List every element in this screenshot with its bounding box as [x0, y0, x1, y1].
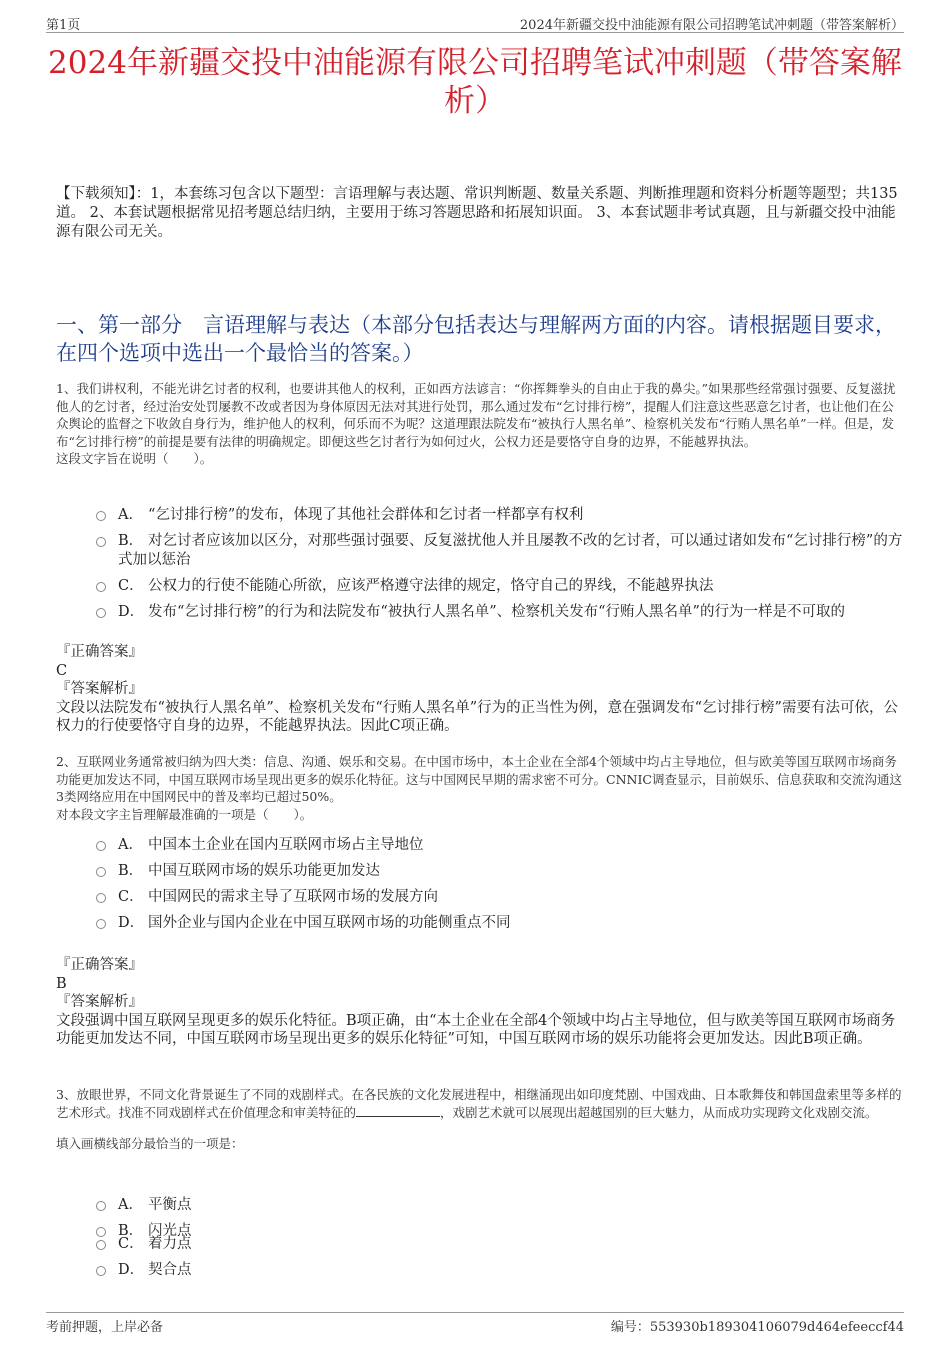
section-heading: 一、第一部分 言语理解与表达（本部分包括表达与理解两方面的内容。请根据题目要求，在四个选项中选出一个最恰当的答案。） [56, 313, 896, 365]
radio-icon[interactable] [96, 867, 106, 877]
option-b[interactable]: B． 中国互联网市场的娱乐功能更加发达 [96, 862, 904, 881]
option-b[interactable]: B． 闪光点 [96, 1222, 904, 1235]
option-c[interactable]: C． 着力点 [96, 1235, 904, 1254]
radio-icon[interactable] [96, 511, 106, 521]
option-a[interactable]: A． 平衡点 [96, 1196, 904, 1215]
download-notice: 【下载须知】：1，本套练习包含以下题型：言语理解与表达题、常识判断题、数量关系题、判断推理题和资料分析题等题型；共135道。 2、本套试题根据常见招考题总结归纳，主要用于练习答题思路和拓展知识面。 3、本套试题非考试真题，且与新疆交投中油能源有限公司无关。 [56, 186, 898, 240]
answer-label: 『正确答案』 [56, 644, 143, 660]
question-2-stem: 2、互联网业务通常被归纳为四大类：信息、沟通、娱乐和交易。在中国市场中，本土企业在全部4个领域中均占主导地位，但与欧美等国互联网市场商务功能更加发达不同，中国互联网市场呈现出更多的娱乐化特征。这与中国网民早期的需求密不可分。CNNIC调查显示，目前娱乐、信息获取和交流沟通这3类网络应用在中国网民中的普及率均已超过50%。 对本段文字主旨理解最准确的一项是（ ）。 [56, 753, 904, 823]
option-b[interactable]: B． 对乞讨者应该加以区分，对那些强讨强要、反复滋扰他人并且屡教不改的乞讨者，可以通过诸如发布“乞讨排行榜”的方式加以惩治 [96, 532, 904, 570]
page-header [46, 10, 904, 33]
option-d[interactable]: D． 发布“乞讨排行榜”的行为和法院发布“被执行人黑名单”、检察机关发布“行贿人黑名单”的行为一样是不可取的 [96, 603, 904, 622]
option-c[interactable]: C． 公权力的行使不能随心所欲，应该严格遵守法律的规定，恪守自己的界线，不能越界执法 [96, 577, 904, 596]
question-3-options [96, 1196, 904, 1287]
radio-icon[interactable] [96, 608, 106, 618]
radio-icon[interactable] [96, 841, 106, 851]
question-1-answer [56, 643, 904, 736]
question-2-prompt: 对本段文字主旨理解最准确的一项是（ ）。 [56, 806, 313, 822]
question-1-stem: 1、我们讲权利，不能光讲乞讨者的权利，也要讲其他人的权利，正如西方法谚言：“你挥舞拳头的自由止于我的鼻尖。”如果那些经常强讨强要、反复滋扰他人的乞讨者，经过治安处罚屡教不改或者因为身体原因无法对其进行处罚，那么通过发布“乞讨排行榜”，提醒人们注意这些恶意乞讨者，也让他们在公众舆论的监督之下收敛自身行为，维护他人的权利，何乐而不为呢？这道理跟法院发布“被执行人黑名单”、检察机关发布“行贿人黑名单”一样。但是，发布“乞讨排行榜”的前提是要有法律的明确规定。即便这些乞讨者行为如何过火，公权力还是要恪守自身的边界，不能越界执法。 这段文字旨在说明（ ）。 [56, 380, 904, 468]
page-footer [46, 1312, 904, 1333]
option-c[interactable]: C． 中国网民的需求主导了互联网市场的发展方向 [96, 888, 904, 907]
radio-icon[interactable] [96, 582, 106, 592]
fill-blank [356, 1104, 440, 1117]
radio-icon[interactable] [96, 1240, 106, 1250]
correct-answer: C [56, 662, 68, 679]
header-doc-title: 2024年新疆交投中油能源有限公司招聘笔试冲刺题（带答案解析） [519, 18, 904, 33]
question-3-prompt: 填入画横线部分最恰当的一项是： [56, 1136, 244, 1151]
document-title: 2024年新疆交投中油能源有限公司招聘笔试冲刺题（带答案解析） [48, 45, 902, 119]
analysis-label: 『答案解析』 [56, 681, 143, 697]
option-a[interactable]: A． 中国本土企业在国内互联网市场占主导地位 [96, 836, 904, 855]
question-2-answer [56, 956, 904, 1049]
footer-slogan: 考前押题，上岸必备 [46, 1320, 164, 1335]
question-1-options [96, 506, 904, 629]
radio-icon[interactable] [96, 537, 106, 547]
correct-answer: B [56, 975, 67, 992]
page-number: 第1页 [46, 18, 81, 33]
radio-icon[interactable] [96, 919, 106, 929]
radio-icon[interactable] [96, 893, 106, 903]
answer-label: 『正确答案』 [56, 957, 143, 973]
radio-icon[interactable] [96, 1201, 106, 1211]
analysis-label: 『答案解析』 [56, 994, 143, 1010]
question-2-options [96, 836, 904, 940]
analysis-text: 文段强调中国互联网呈现更多的娱乐化特征。B项正确，由“本土企业在全部4个领域中均占主导地位，但与欧美等国互联网市场商务功能更加发达不同，中国互联网市场呈现出更多的娱乐化特征”可知，中国互联网市场的娱乐功能将会更加发达。因此B项正确。 [56, 1012, 896, 1047]
question-3-stem: 3、放眼世界，不同文化背景诞生了不同的戏剧样式。在各民族的文化发展进程中，相继涌现出如印度梵剧、中国戏曲、日本歌舞伎和韩国盘索里等多样的艺术形式。找准不同戏剧样式在价值理念和审美特征的 ，戏剧艺术就可以展现出超越国别的巨大魅力，从而成功实现跨文化戏剧交流。 填入画横线部分最恰当的一项是： [56, 1086, 904, 1153]
option-a[interactable]: A． “乞讨排行榜”的发布，体现了其他社会群体和乞讨者一样都享有权利 [96, 506, 904, 525]
document-id: 编号：553930b189304106079d464efeeccf44 [610, 1320, 904, 1335]
question-1-prompt: 这段文字旨在说明（ ）。 [56, 451, 213, 466]
analysis-text: 文段以法院发布“被执行人黑名单”、检察机关发布“行贿人黑名单”行为的正当性为例，意在强调发布“乞讨排行榜”需要有法可依，公权力的行使要恪守自身的边界，不能越界执法。因此C项正确。 [56, 699, 898, 734]
option-d[interactable]: D． 契合点 [96, 1261, 904, 1280]
option-d[interactable]: D． 国外企业与国内企业在中国互联网市场的功能侧重点不同 [96, 914, 904, 933]
radio-icon[interactable] [96, 1266, 106, 1276]
